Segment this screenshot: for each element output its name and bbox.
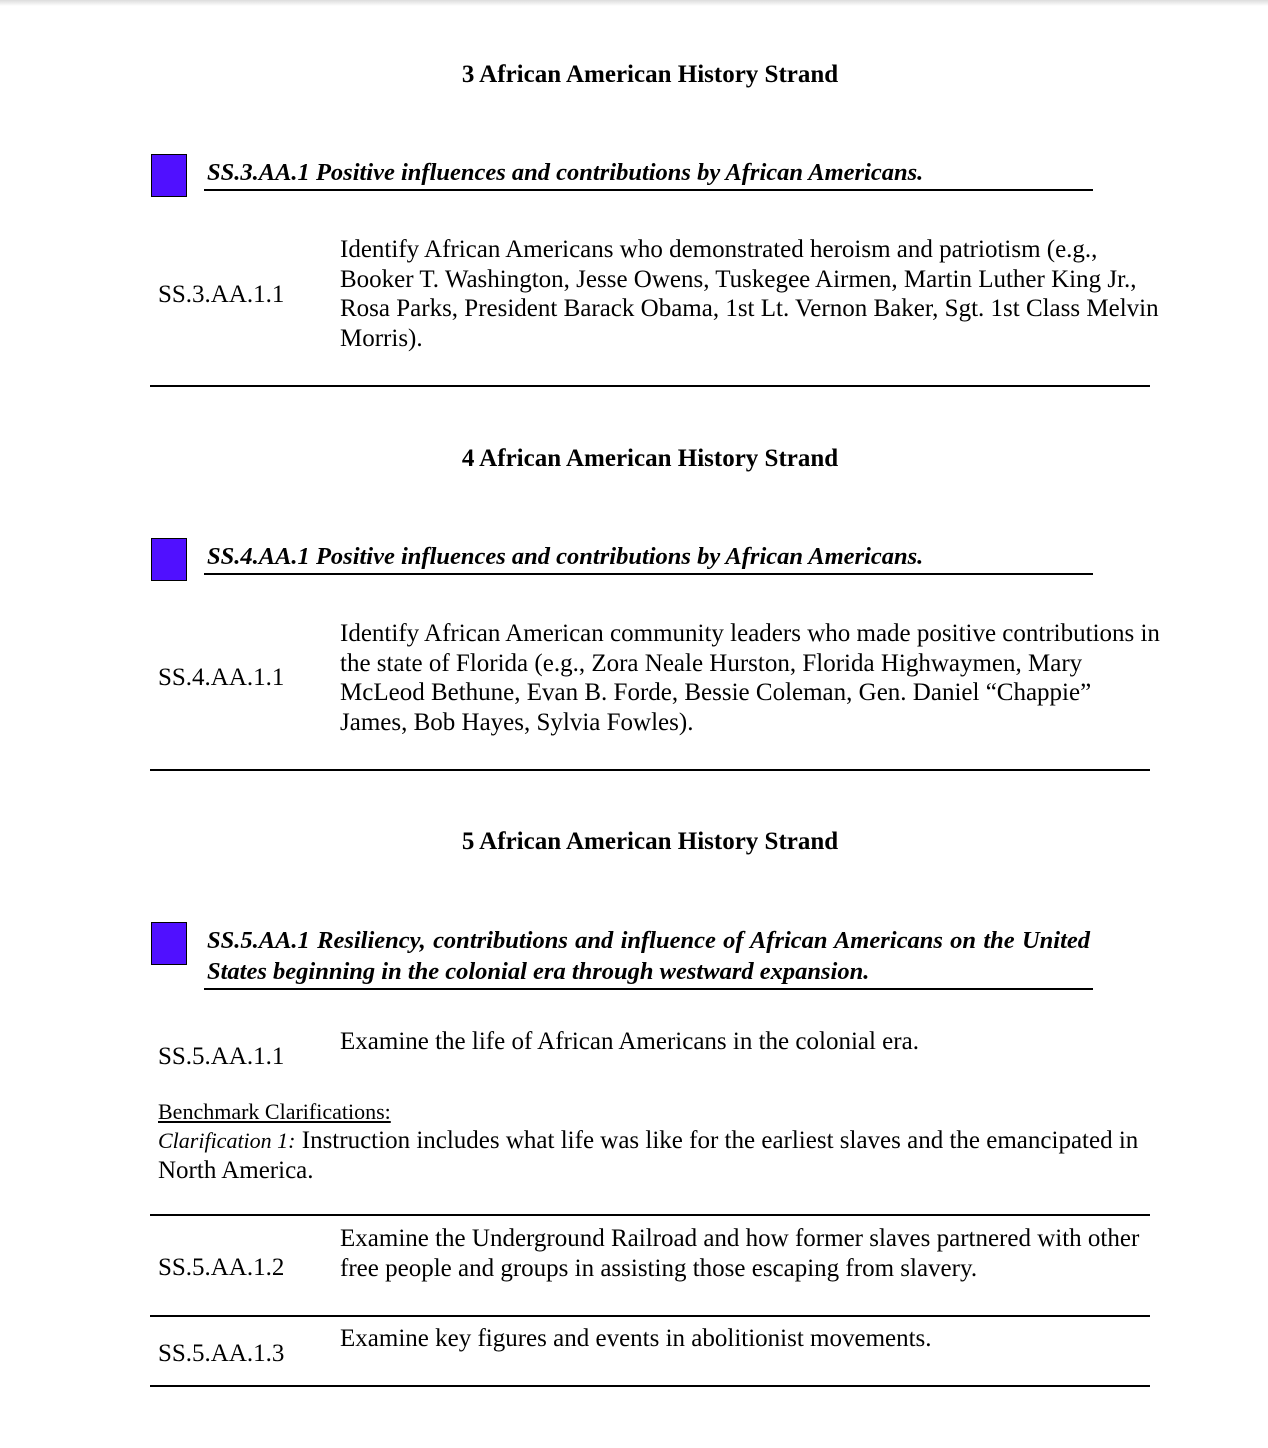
strand-title-grade-4: 4 African American History Strand bbox=[461, 445, 839, 472]
benchmark-code: SS.3.AA.1.1 bbox=[158, 281, 285, 308]
benchmark-text: Examine the Underground Railroad and how former slaves partnered with other free people and groups in assisting those escaping from slavery. bbox=[340, 1225, 1140, 1282]
standard-title-ss3aa1 bbox=[207, 157, 1090, 188]
clarification-label: Clarification 1: bbox=[158, 1128, 296, 1153]
benchmark-row-divider bbox=[150, 769, 1150, 771]
clarification-paragraph bbox=[158, 1126, 1153, 1185]
benchmark-text: Examine key figures and events in abolitionist movements. bbox=[340, 1325, 932, 1352]
standard-description: Positive influences and contributions by African Americans. bbox=[315, 543, 924, 570]
benchmark-text: Identify African American community leaders who made positive contributions in the state of Florida (e.g., Zora Neale Hurston, Florida Highwaymen, Mary McLeod Bethune, Evan B. Forde, Bessie Coleman, Gen. Daniel “Chappie” James, Bob Hayes, Sylvia Fowles). bbox=[340, 620, 1160, 736]
standard-title-underline bbox=[204, 189, 1093, 191]
standard-description: Positive influences and contributions by African Americans. bbox=[315, 159, 924, 186]
benchmark-row-divider bbox=[150, 385, 1150, 387]
strand-title-grade-5: 5 African American History Strand bbox=[461, 828, 839, 855]
standard-title-underline bbox=[204, 988, 1093, 990]
strand-title-grade-3: 3 African American History Strand bbox=[461, 61, 839, 88]
benchmark-code: SS.5.AA.1.2 bbox=[158, 1254, 285, 1281]
standard-marker-icon bbox=[151, 922, 187, 965]
benchmark-code: SS.5.AA.1.3 bbox=[158, 1340, 285, 1367]
standard-code: SS.5.AA.1 bbox=[207, 927, 310, 954]
standard-marker-icon bbox=[151, 154, 187, 197]
benchmark-row-divider bbox=[150, 1385, 1150, 1387]
clarification-text: Instruction includes what life was like for the earliest slaves and the emancipated in North America. bbox=[158, 1127, 1139, 1184]
standard-title-ss4aa1 bbox=[207, 541, 1090, 572]
benchmark-row-divider bbox=[150, 1214, 1150, 1216]
standard-code: SS.4.AA.1 bbox=[207, 543, 310, 570]
benchmark-text: Identify African Americans who demonstrated heroism and patriotism (e.g., Booker T. Washington, Jesse Owens, Tuskegee Airmen, Martin Luther King Jr., Rosa Parks, President Barack Obama, 1st Lt. Vernon Baker, Sgt. 1st Class Melvin Morris). bbox=[340, 236, 1159, 352]
standard-description: Resiliency, contributions and influence of African Americans on the United States beginning in the colonial era through westward expansion. bbox=[207, 927, 1091, 985]
benchmark-code: SS.5.AA.1.1 bbox=[158, 1043, 285, 1070]
benchmark-row-divider bbox=[150, 1315, 1150, 1317]
benchmark-clarifications-heading: Benchmark Clarifications: bbox=[158, 1099, 391, 1124]
standard-title-underline bbox=[204, 573, 1093, 575]
standard-marker-icon bbox=[151, 538, 187, 581]
standard-title-ss5aa1 bbox=[207, 925, 1090, 987]
benchmark-code: SS.4.AA.1.1 bbox=[158, 664, 285, 691]
standard-code: SS.3.AA.1 bbox=[207, 159, 310, 186]
page-top-shadow bbox=[0, 0, 1268, 6]
benchmark-text: Examine the life of African Americans in the colonial era. bbox=[340, 1028, 919, 1055]
